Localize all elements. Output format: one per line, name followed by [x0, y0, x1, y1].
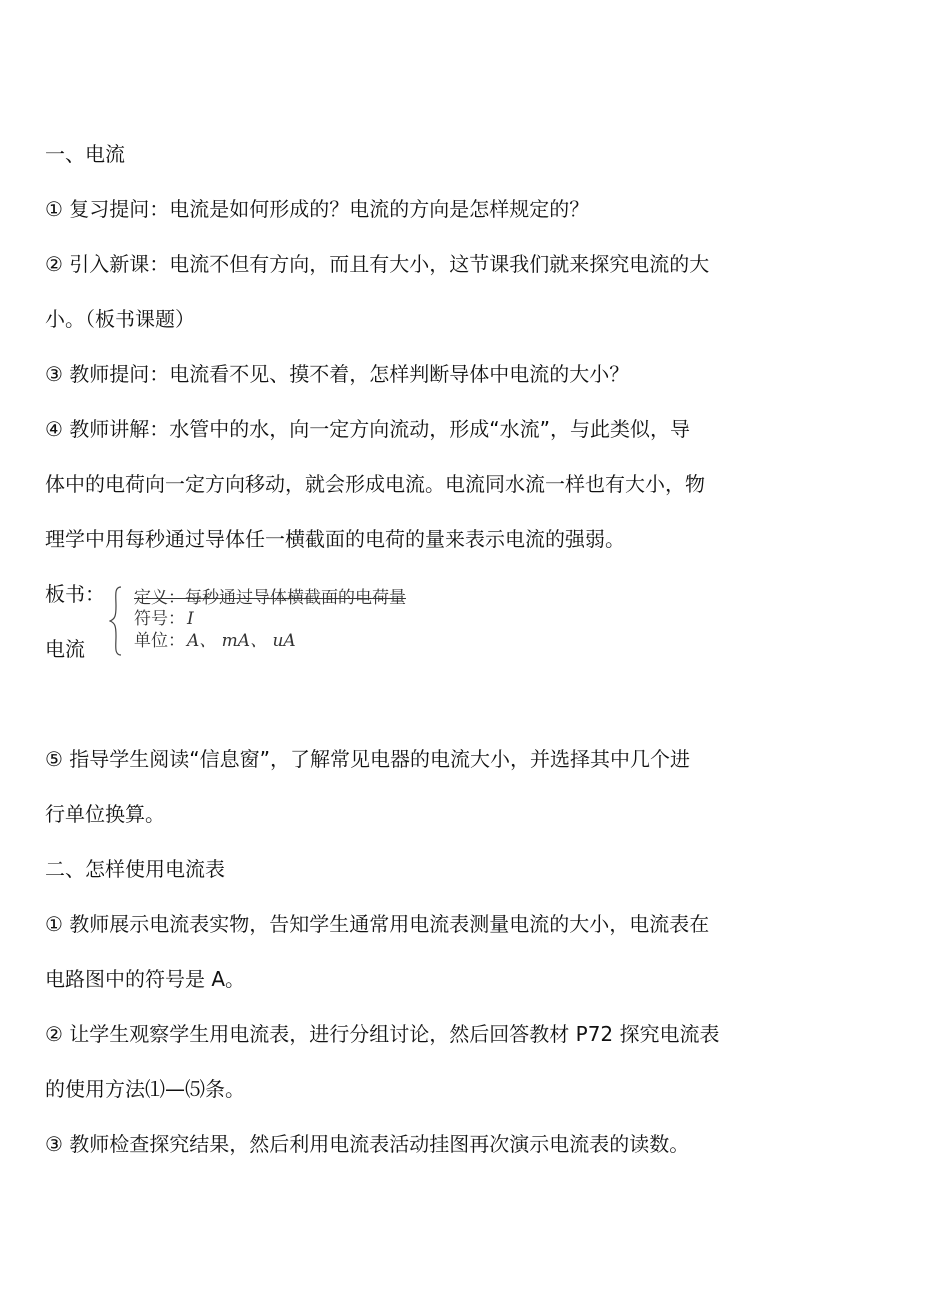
board-unit-row [134, 631, 296, 651]
board-definition-row [134, 588, 406, 608]
section1-item4-line3: 理学中用每秒通过导体任一横截面的电荷的量来表示电流的强弱。 [45, 527, 625, 551]
section1-item5-line2: 行单位换算。 [45, 802, 165, 826]
section2-item1-line1: ① 教师展示电流表实物，告知学生通常用电流表测量电流的大小，电流表在 [45, 912, 710, 936]
blackboard-summary [45, 578, 545, 668]
section1-item4-line1: ④ 教师讲解：水管中的水，向一定方向流动，形成“水流”，与此类似，导 [45, 417, 691, 441]
section1-item1: ① 复习提问：电流是如何形成的？电流的方向是怎样规定的？ [45, 197, 590, 221]
board-unit-value: A、 mA、 uA [187, 631, 296, 651]
section1-item5-line1: ⑤ 指导学生阅读“信息窗”，了解常见电器的电流大小，并选择其中几个进 [45, 747, 691, 771]
section1-item2-line1: ② 引入新课：电流不但有方向，而且有大小，这节课我们就来探究电流的大 [45, 252, 710, 276]
section1-item3: ③ 教师提问：电流看不见、摸不着，怎样判断导体中电流的大小？ [45, 362, 630, 386]
section1-item4-line2: 体中的电荷向一定方向移动，就会形成电流。电流同水流一样也有大小，物 [45, 472, 705, 496]
board-definition-value: 每秒通过导体横截面的电荷量 [185, 588, 406, 608]
section2-item1-line2: 电路图中的符号是 A。 [45, 967, 246, 991]
section1-item2-line2: 小。（板书课题） [45, 307, 195, 331]
board-definition-key: 定义： [134, 588, 185, 608]
section2-item3: ③ 教师检查探究结果，然后利用电流表活动挂图再次演示电流表的读数。 [45, 1132, 690, 1156]
board-unit-key: 单位： [134, 631, 185, 651]
section2-item2-line2: 的使用方法⑴—⑸条。 [45, 1077, 245, 1101]
board-symbol-value: I [187, 609, 194, 629]
board-label-top: 板书： [45, 582, 105, 606]
board-symbol-key: 符号： [134, 609, 185, 629]
board-label-bottom: 电流 [45, 637, 85, 661]
section1-heading: 一、电流 [45, 142, 125, 166]
left-brace-icon [109, 586, 123, 656]
section2-item2-line1: ② 让学生观察学生用电流表，进行分组讨论，然后回答教材 P72 探究电流表 [45, 1022, 720, 1046]
board-symbol-row [134, 609, 194, 629]
section2-heading: 二、怎样使用电流表 [45, 857, 225, 881]
